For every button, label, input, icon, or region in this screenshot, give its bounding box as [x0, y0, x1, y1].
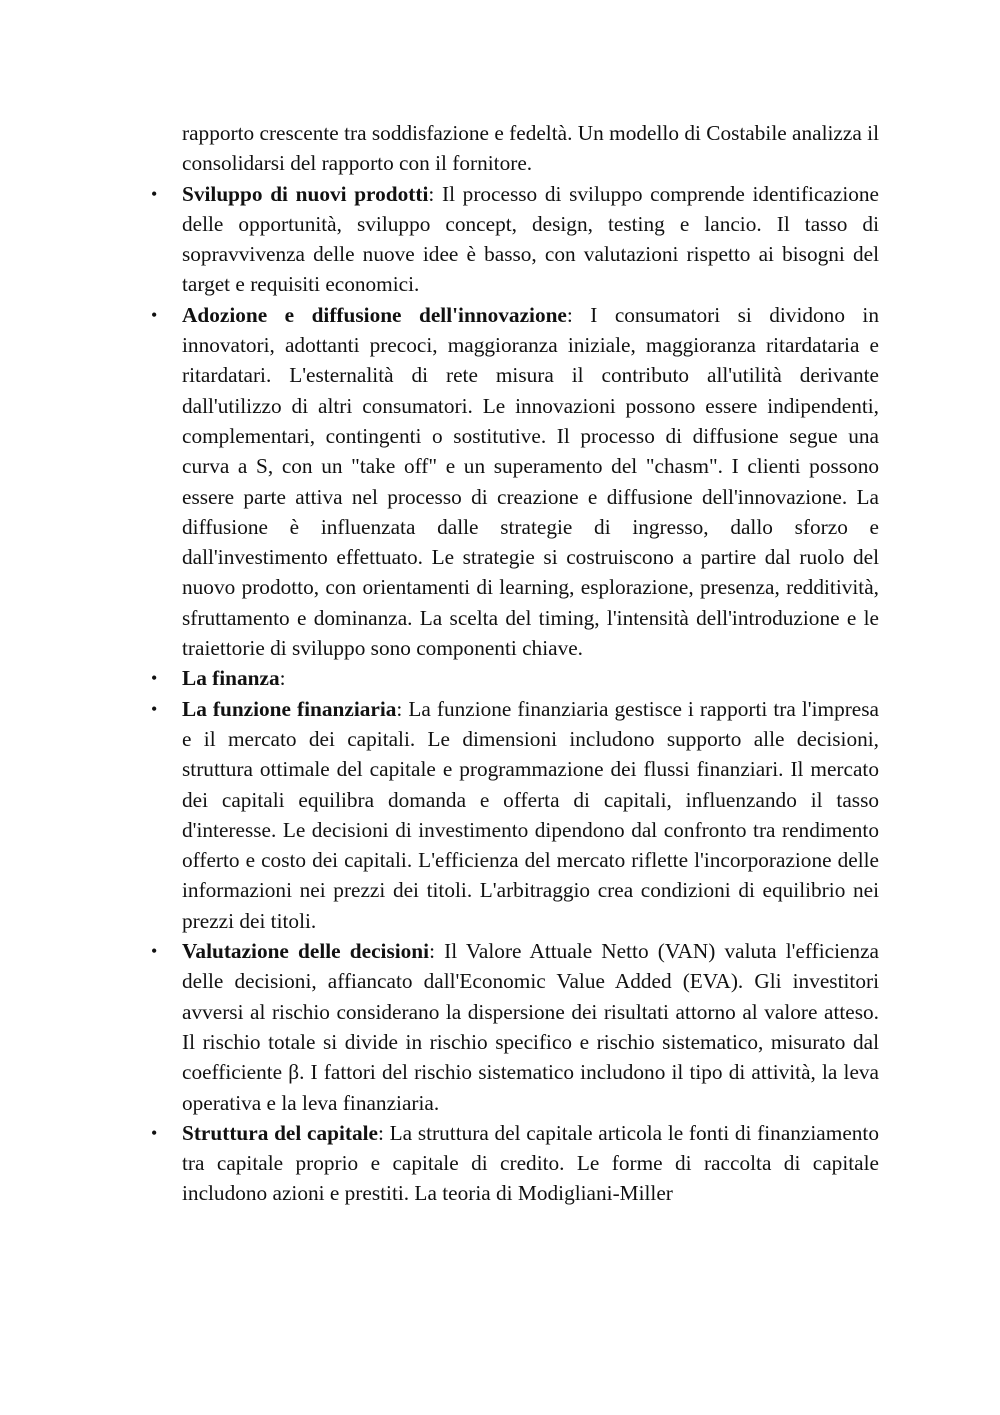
item-term: La funzione finanziaria: [182, 696, 397, 721]
list-item-valutazione: [151, 936, 879, 1118]
item-text: : Il processo di sviluppo comprende identificazione delle opportunità, sviluppo concept, design, testing e lancio. Il tasso di sopravvivenza delle nuove idee è basso, con valutazioni rispetto ai bisogni del target e requisiti economici.: [182, 181, 879, 297]
item-text: : La funzione finanziaria gestisce i rapporti tra l'impresa e il mercato dei capitali. Le dimensioni includono supporto alle decisioni, struttura ottimale del capitale e programmazione dei flussi finanziari. Il mercato dei capitali equilibra domanda e offerta di capitali, influenzando il tasso d'interesse. Le decisioni di investimento dipendono dal confronto tra rendimento offerto e costo dei capitali. L'efficienza del mercato riflette l'incorporazione delle informazioni nei prezzi dei titoli. L'arbitraggio crea condizioni di equilibrio nei prezzi dei titoli.: [182, 696, 879, 933]
item-text: : Il Valore Attuale Netto (VAN) valuta l'efficienza delle decisioni, affiancato dall'Economic Value Added (EVA). Gli investitori avversi al rischio considerano la dispersione dei risultati attorno al valore atteso. Il rischio totale si divide in rischio specifico e rischio sistematico, misurato dal coefficiente β. I fattori del rischio sistematico includono il tipo di attività, la leva operativa e la leva finanziaria.: [182, 939, 879, 1115]
item-text: : La struttura del capitale articola le fonti di finanziamento tra capitale proprio e capitale di credito. Le forme di raccolta di capitale includono azioni e prestiti. La teoria di Modigliani-Miller: [182, 1120, 879, 1206]
bullet-list: [151, 179, 879, 1209]
item-term: Adozione e diffusione dell'innovazione: [182, 302, 567, 327]
item-term: Valutazione delle decisioni: [182, 939, 430, 964]
item-term: Struttura del capitale: [182, 1120, 379, 1145]
bullet-icon: •: [151, 668, 158, 689]
bullet-icon: •: [151, 941, 158, 962]
item-term: La finanza: [182, 666, 280, 691]
intro-paragraph: rapporto crescente tra soddisfazione e fedeltà. Un modello di Costabile analizza il consolidarsi del rapporto con il fornitore.: [182, 121, 879, 176]
list-item-funzione-finanziaria: [151, 694, 879, 936]
document-body: [151, 118, 879, 1209]
item-term: Sviluppo di nuovi prodotti: [182, 181, 429, 206]
item-text: :: [279, 666, 286, 691]
bullet-icon: •: [151, 1122, 158, 1143]
list-item-finanza: [151, 663, 879, 693]
item-text: : I consumatori si dividono in innovatori, adottanti precoci, maggioranza iniziale, maggioranza ritardataria e ritardatari. L'esternalità di rete misura il contributo all'utilità derivante dall'utilizzo di altri consumatori. Le innovazioni possono essere indipendenti, complementari, contingenti o sostitutive. Il processo di diffusione segue una curva a S, con un "take off" e un superamento del "chasm". I clienti possono essere parte attiva nel processo di creazione e diffusione dell'innovazione. La diffusione è influenzata dalle strategie di ingresso, dallo sforzo e dall'investimento effettuato. Le strategie si costruiscono a partire dal ruolo del nuovo prodotto, con orientamenti di learning, esplorazione, presenza, redditività, sfruttamento e dominanza. La scelta del timing, l'intensità dell'introduzione e le traiettorie di sviluppo sono componenti chiave.: [182, 302, 879, 661]
bullet-icon: •: [151, 698, 158, 719]
list-item-adozione: [151, 300, 879, 664]
bullet-icon: •: [151, 304, 158, 325]
list-item-struttura-capitale: [151, 1118, 879, 1209]
bullet-icon: •: [151, 183, 158, 204]
list-item-sviluppo: [151, 179, 879, 300]
